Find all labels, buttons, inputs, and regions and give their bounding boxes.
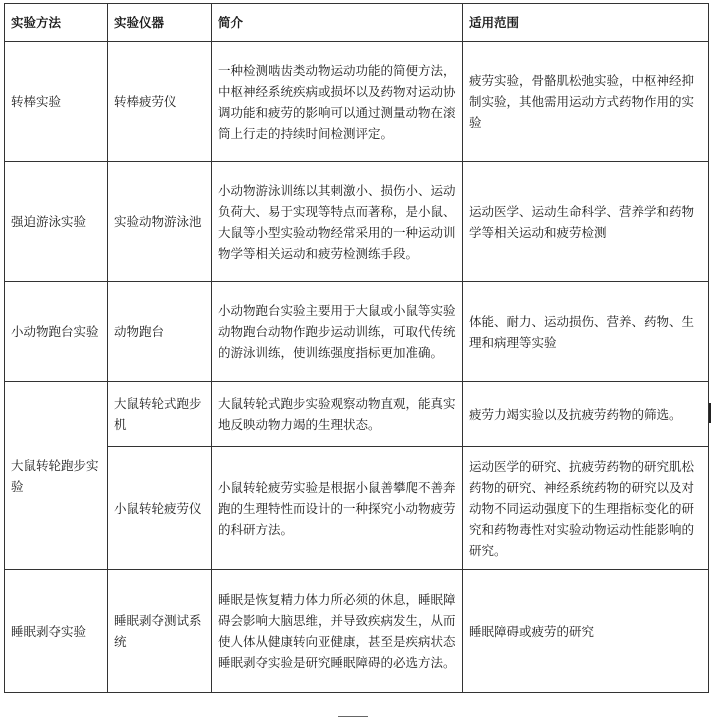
table-row	[5, 382, 709, 447]
cell-method: 转棒实验	[5, 42, 108, 162]
cell-intro: 睡眠是恢复精力体力所必须的休息，睡眠障碍会影响大脑思维，并导致疾病发生，从而使人体从健康转向亚健康，甚至是疾病状态睡眠剥夺实验是研究睡眠障碍的必选方法。	[212, 570, 463, 693]
cell-intro: 大鼠转轮式跑步实验观察动物直观，能真实地反映动物力竭的生理状态。	[212, 382, 463, 447]
cell-instrument: 动物跑台	[108, 282, 212, 382]
cell-method: 大鼠转轮跑步实验	[5, 382, 108, 570]
cell-instrument: 转棒疲劳仪	[108, 42, 212, 162]
table-row	[5, 162, 709, 282]
cell-scope: 疲劳实验，骨骼肌松弛实验，中枢神经抑制实验，其他需用运动方式药物作用的实验	[463, 42, 709, 162]
cell-method: 小动物跑台实验	[5, 282, 108, 382]
cell-instrument: 实验动物游泳池	[108, 162, 212, 282]
table-row	[5, 42, 709, 162]
header-instrument: 实验仪器	[108, 4, 212, 42]
cell-scope: 运动医学、运动生命科学、营养学和药物学等相关运动和疲劳检测	[463, 162, 709, 282]
cell-method: 睡眠剥夺实验	[5, 570, 108, 693]
table-row	[5, 447, 709, 570]
cell-intro: 小动物游泳训练以其刺激小、损伤小、运动负荷大、易于实现等特点而著称，是小鼠、大鼠等小型实验动物经常采用的一种运动训物学等相关运动和疲劳检测练手段。	[212, 162, 463, 282]
cell-intro: 小动物跑台实验主要用于大鼠或小鼠等实验动物跑台动物作跑步运动训练，可取代传统的游泳训练，使训练强度指标更加准确。	[212, 282, 463, 382]
cell-scope: 疲劳力竭实验以及抗疲劳药物的筛选。	[463, 382, 709, 447]
cell-instrument: 睡眠剥夺测试系统	[108, 570, 212, 693]
header-method: 实验方法	[5, 4, 108, 42]
cell-scope: 睡眠障碍或疲劳的研究	[463, 570, 709, 693]
cell-intro: 小鼠转轮疲劳实验是根据小鼠善攀爬不善奔跑的生理特性而设计的一种探究小动物疲劳的科研方法。	[212, 447, 463, 570]
cell-instrument: 小鼠转轮疲劳仪	[108, 447, 212, 570]
table-row	[5, 282, 709, 382]
edge-mark	[709, 403, 711, 423]
cell-intro: 一种检测啮齿类动物运动功能的简便方法，中枢神经系统疾病或损坏以及药物对运动协调功能和疲劳的影响可以通过测量动物在滚筒上行走的持续时间检测评定。	[212, 42, 463, 162]
cell-method: 强迫游泳实验	[5, 162, 108, 282]
header-scope: 适用范围	[463, 4, 709, 42]
header-intro: 简介	[212, 4, 463, 42]
table-row	[5, 570, 709, 693]
table-header-row	[5, 4, 709, 42]
cell-scope: 体能、耐力、运动损伤、营养、药物、生理和病理等实验	[463, 282, 709, 382]
experiment-methods-table	[4, 3, 709, 693]
edge-mark	[338, 716, 368, 717]
cell-instrument: 大鼠转轮式跑步机	[108, 382, 212, 447]
cell-scope: 运动医学的研究、抗疲劳药物的研究肌松药物的研究、神经系统药物的研究以及对动物不同运动强度下的生理指标变化的研究和药物毒性对实验动物运动性能影响的研究。	[463, 447, 709, 570]
